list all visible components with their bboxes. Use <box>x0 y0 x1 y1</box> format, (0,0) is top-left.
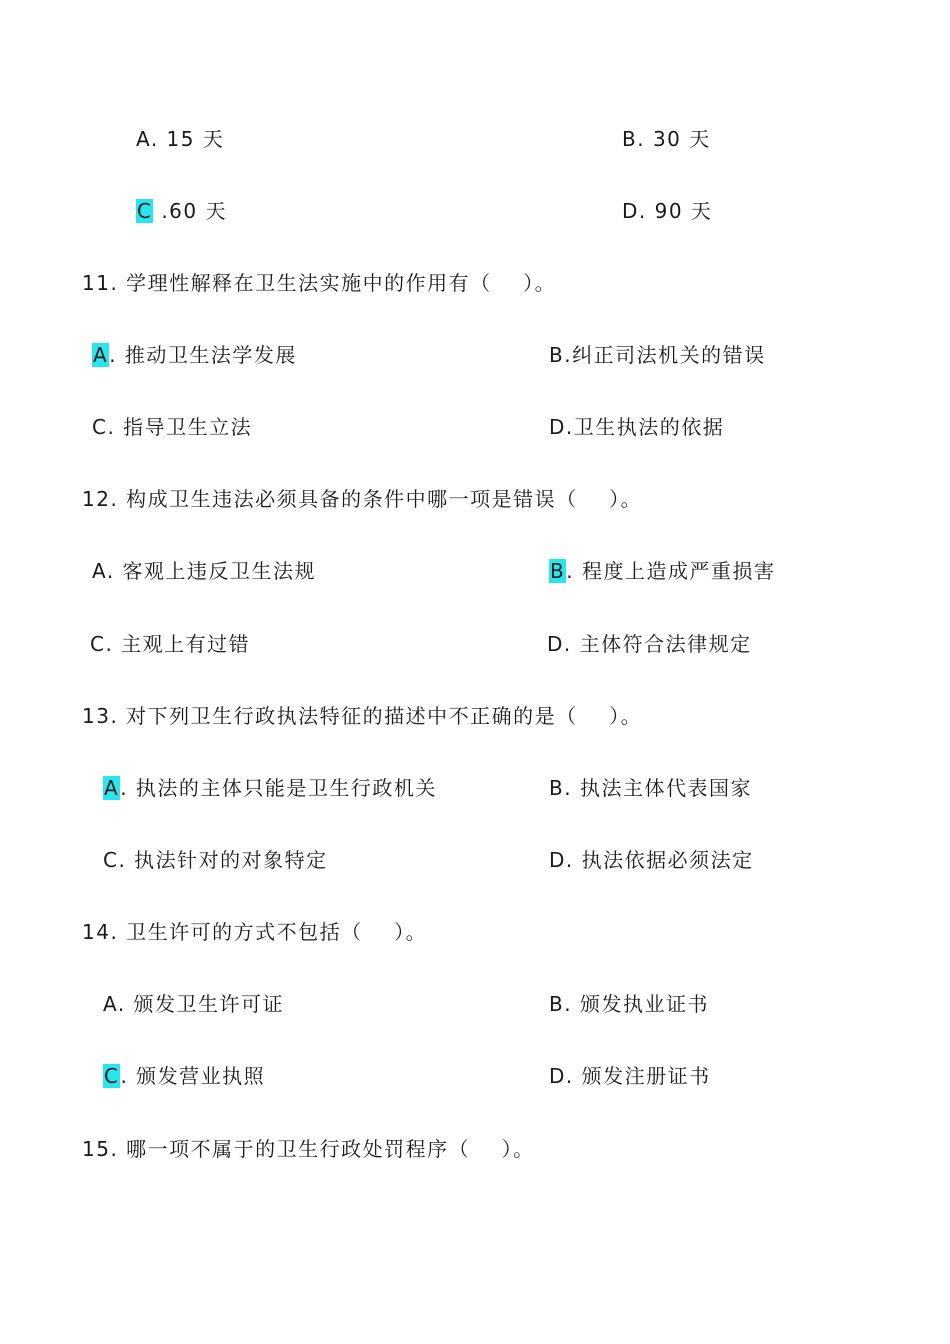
q11-option-c <box>92 413 252 441</box>
q10-option-b-text: . 30 天 <box>637 127 711 151</box>
q11-option-c-text: . 指导卫生立法 <box>107 415 253 439</box>
q14-option-a-letter: A <box>103 992 118 1016</box>
q13-option-c-text: . 执法针对的对象特定 <box>118 848 328 872</box>
q13-option-b-letter: B <box>549 776 565 800</box>
q13-option-d-text: . 执法依据必须法定 <box>565 848 754 872</box>
q11-option-a <box>92 341 297 369</box>
answer-highlight: A <box>93 343 109 367</box>
q12-option-c-text: . 主观上有过错 <box>105 632 251 656</box>
q12-option-a-letter: A <box>92 559 107 583</box>
q14-option-b <box>549 990 709 1018</box>
q12-option-c-letter: C <box>90 632 106 656</box>
answer-highlight: A <box>104 776 120 800</box>
q10-option-d-text: . 90 天 <box>638 199 713 223</box>
question-stem: 15. 哪一项不属于的卫生行政处罚程序（ ）。 <box>82 1137 535 1161</box>
q13-option-c-letter: C <box>103 848 119 872</box>
q12-option-d-letter: D <box>547 632 564 656</box>
q14-option-c-text: . 颁发营业执照 <box>120 1064 266 1088</box>
q11-option-b <box>549 341 766 369</box>
q11-option-d-text: .卫生执法的依据 <box>565 415 725 439</box>
q13-option-d-letter: D <box>549 848 566 872</box>
q12-option-b-text: . 程度上造成严重损害 <box>566 559 776 583</box>
answer-highlight: C <box>137 199 153 223</box>
q10-option-a-letter: A <box>136 127 151 151</box>
q12-option-a-text: . 客观上违反卫生法规 <box>106 559 317 583</box>
q11-option-d <box>549 413 724 441</box>
q10-option-b <box>622 125 711 153</box>
q14-option-d-letter: D <box>549 1064 566 1088</box>
q14-option-b-letter: B <box>549 992 565 1016</box>
q10-option-c-text: .60 天 <box>153 199 227 223</box>
q10-option-b-letter: B <box>622 127 638 151</box>
q12-option-a <box>92 557 316 585</box>
q12-option-b <box>549 557 775 585</box>
q13-option-a <box>103 774 437 802</box>
q11-option-b-text: .纠正司法机关的错误 <box>564 343 766 367</box>
q10-option-a-text: . 15 天 <box>150 127 225 151</box>
q10-option-c <box>136 197 227 225</box>
q12-option-d <box>547 630 752 658</box>
q12-option-d-text: . 主体符合法律规定 <box>563 632 752 656</box>
question-stem: 14. 卫生许可的方式不包括（ ）。 <box>82 920 428 944</box>
q12-option-c <box>90 630 250 658</box>
q13-option-c <box>103 846 328 874</box>
answer-highlight: B <box>550 559 566 583</box>
q14-option-c <box>103 1062 265 1090</box>
q13-option-d <box>549 846 754 874</box>
q14-option-b-text: . 颁发执业证书 <box>564 992 709 1016</box>
question-stem: 13. 对下列卫生行政执法特征的描述中不正确的是（ ）。 <box>82 704 643 728</box>
q10-option-d-letter: D <box>622 199 639 223</box>
q14-option-d <box>549 1062 711 1090</box>
q13-option-b-text: . 执法主体代表国家 <box>564 776 752 800</box>
q14-option-a <box>103 990 284 1018</box>
q13-option-b <box>549 774 752 802</box>
answer-highlight: C <box>104 1064 120 1088</box>
q13-option-a-text: . 执法的主体只能是卫生行政机关 <box>120 776 437 800</box>
q11-option-c-letter: C <box>92 415 108 439</box>
q14-option-a-text: . 颁发卫生许可证 <box>117 992 285 1016</box>
q11-option-d-letter: D <box>549 415 566 439</box>
q14-option-d-text: . 颁发注册证书 <box>565 1064 711 1088</box>
question-stem: 12. 构成卫生违法必须具备的条件中哪一项是错误（ ）。 <box>82 487 643 511</box>
q11-option-b-letter: B <box>549 343 565 367</box>
q10-option-a <box>136 125 224 153</box>
question-stem: 11. 学理性解释在卫生法实施中的作用有（ ）。 <box>82 271 557 295</box>
q11-option-a-text: . 推动卫生法学发展 <box>109 343 297 367</box>
q10-option-d <box>622 197 712 225</box>
